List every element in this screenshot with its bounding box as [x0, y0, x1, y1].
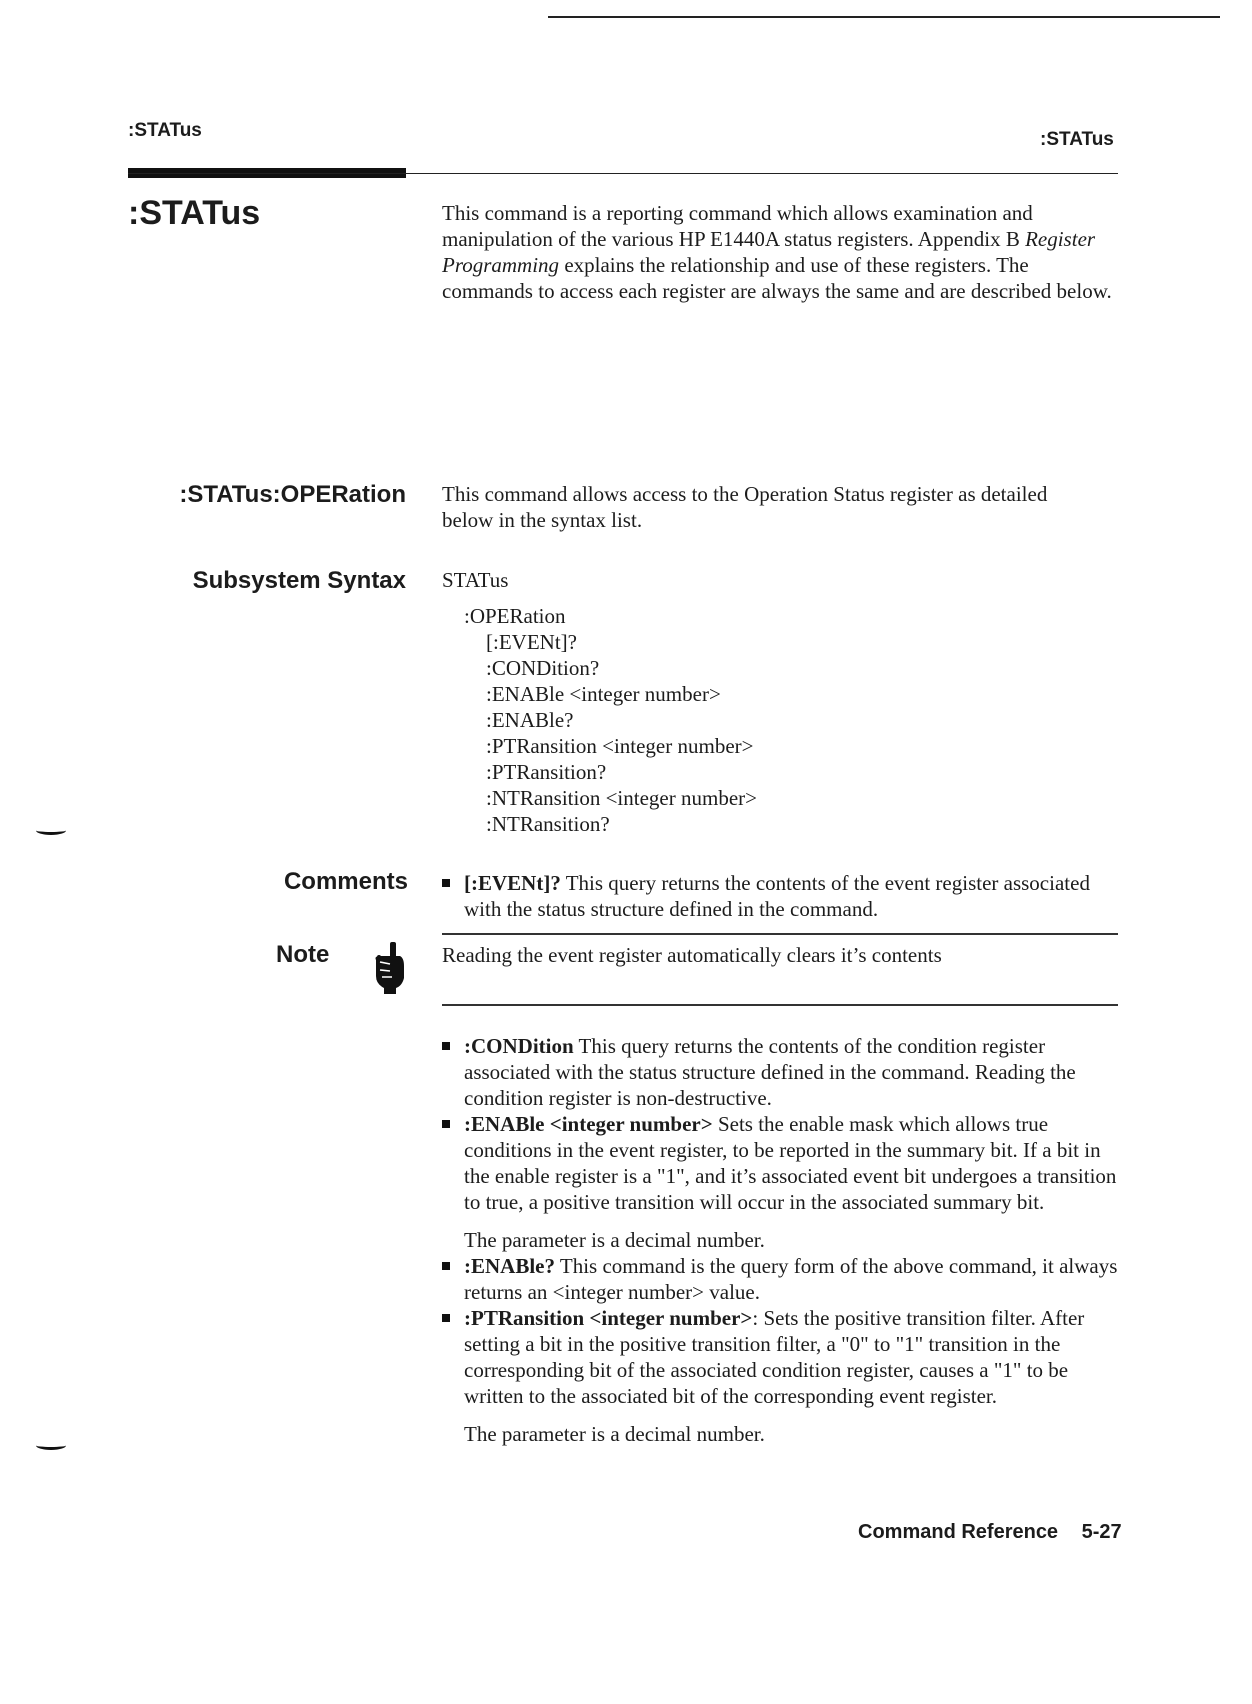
bullet-keyword: [:EVENt]?: [464, 871, 561, 895]
comments-label: Comments: [283, 868, 408, 895]
syntax-root: STATus: [442, 568, 509, 592]
bullet-item: [442, 1305, 1122, 1409]
bullet-square: [442, 1314, 450, 1322]
bullet-text: Sets the enable mask which allows true conditions in the event register, to be reported in the summary bit. If a bit in the enable register is a "1", and it’s associated event bit undergoes a transition to true, a positive transition will occur in the associated summary bit.: [464, 1112, 1117, 1214]
bullet-keyword: :PTRansition <integer number>: [464, 1306, 753, 1330]
syntax-item: [:EVENt]?: [486, 630, 577, 654]
running-header-left: :STATus: [128, 120, 202, 141]
syntax-node: :OPERation: [464, 604, 566, 628]
ptr-param: The parameter is a decimal number.: [464, 1422, 765, 1446]
syntax-item: :ENABle?: [486, 708, 574, 732]
syntax-item: :NTRansition <integer number>: [486, 786, 757, 810]
running-header-right: :STATus: [1040, 129, 1114, 150]
bullet-keyword: :CONDition: [464, 1034, 574, 1058]
top-rule: [548, 16, 1220, 18]
syntax-item: :PTRansition?: [486, 760, 607, 784]
bullet-text: This query returns the contents of the condition register associated with the status structure defined in the command. Reading the condition register is non-destructive.: [464, 1034, 1076, 1110]
bullet-item: [442, 1033, 1122, 1111]
bullet-text: This query returns the contents of the event register associated with the status structure defined in the command.: [464, 871, 1090, 921]
operation-text: This command allows access to the Operation Status register as detailed below in the syntax list.: [442, 482, 1048, 532]
syntax-label: Subsystem Syntax: [192, 567, 406, 594]
bullet-item: [442, 870, 1102, 922]
footer-title: Command Reference: [858, 1521, 1059, 1543]
bullet-item: [442, 1253, 1122, 1305]
page-number: 5-27: [1081, 1521, 1122, 1543]
syntax-item: :CONDition?: [486, 656, 600, 680]
bullet-text: This command is the query form of the above command, it always returns an <integer number> value.: [464, 1254, 1118, 1304]
bullet-square: [442, 1262, 450, 1270]
intro-italic: Register Programming: [442, 227, 1096, 277]
comment-event: [442, 870, 1102, 922]
bullet-square: [442, 1042, 450, 1050]
operation-label: :STATus:OPERation: [179, 481, 406, 508]
bullet-item: [442, 1111, 1122, 1215]
bullet-square: [442, 1120, 450, 1128]
bullet-text: : Sets the positive transition filter. After setting a bit in the positive transition filter, a "0" to "1" transition in the corresponding bit of the associated condition register, causes a "1" to be written to the associated bit of the corresponding event register.: [464, 1306, 1085, 1408]
intro-part-1: This command is a reporting command which allows examination and manipulation of the various HP E1440A status registers. Appendix B: [442, 201, 1033, 251]
bullet-keyword: :ENABle <integer number>: [464, 1112, 713, 1136]
scan-margin-mark: [36, 826, 66, 835]
pointing-hand-icon: [370, 940, 406, 996]
note-label: Note: [276, 941, 330, 968]
scan-margin-mark: [36, 1441, 66, 1450]
intro-part-2: explains the relationship and use of these registers. The commands to access each register are always the same and are described below.: [442, 253, 1112, 303]
note-bottom-rule: [442, 1004, 1118, 1006]
footer: [858, 1521, 1122, 1544]
section-intro: [442, 200, 1122, 304]
syntax-item: :ENABle <integer number>: [486, 682, 721, 706]
bullet-square: [442, 879, 450, 887]
bullet-keyword: :ENABle?: [464, 1254, 555, 1278]
note-top-rule: [442, 933, 1118, 935]
header-thin-rule: [128, 173, 1118, 174]
section-title: :STATus: [128, 194, 261, 232]
bullet-list: [442, 1033, 1122, 1447]
syntax-item: :NTRansition?: [486, 812, 610, 836]
syntax-item: :PTRansition <integer number>: [486, 734, 754, 758]
enable-param: The parameter is a decimal number.: [464, 1228, 765, 1252]
note-text: Reading the event register automatically clears it’s contents: [442, 943, 942, 967]
syntax-list: [486, 629, 757, 837]
